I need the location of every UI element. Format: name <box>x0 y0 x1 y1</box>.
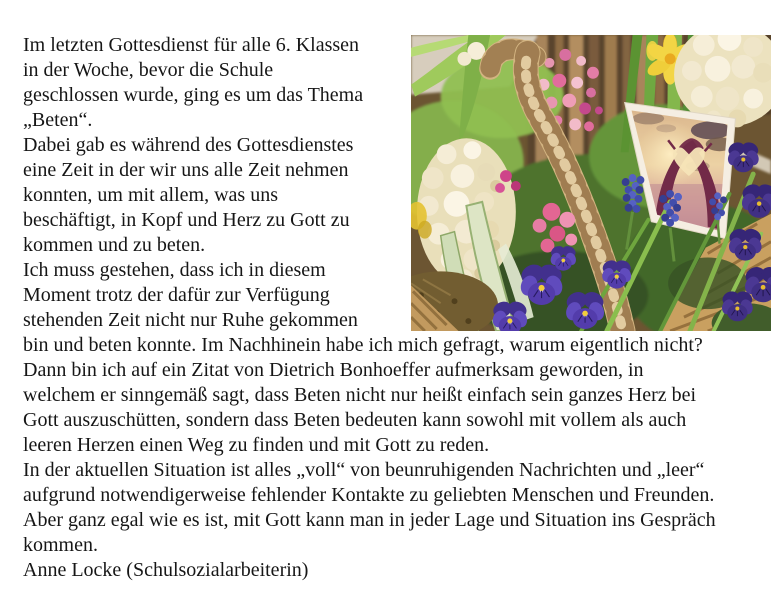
text-line: aufgrund notwendigerweise fehlender Kontakte zu geliebten Menschen und Freunden. <box>23 484 715 506</box>
text-line: Dabei gab es während des Gottesdienstes <box>23 134 354 156</box>
text-line: leeren Herzen einen Weg zu finden und mit Gott zu reden. <box>23 434 490 456</box>
text-line: beschäftigt, in Kopf und Herz zu Gott zu <box>23 209 350 231</box>
text-line: konnten, um mit allem, was uns <box>23 184 278 206</box>
text-line: geschlossen wurde, ging es um das Thema <box>23 84 364 106</box>
warm-tint-overlay <box>411 35 771 331</box>
text-line: kommen. <box>23 534 98 556</box>
spring-flower-basket-photo <box>411 35 771 331</box>
flower-basket-illustration <box>411 35 771 331</box>
text-line: Dann bin ich auf ein Zitat von Dietrich Bonhoeffer aufmerksam geworden, in <box>23 359 644 381</box>
text-line: welchem er sinngemäß sagt, dass Beten nicht nur heißt einfach sein ganzes Herz bei <box>23 384 697 406</box>
text-line: In der aktuellen Situation ist alles „voll“ von beunruhigenden Nachrichten und „leer“ <box>23 459 705 481</box>
signature: Anne Locke (Schulsozialarbeiterin) <box>23 559 309 581</box>
text-line: eine Zeit in der wir uns alle Zeit nehmen <box>23 159 349 181</box>
text-line: Ich muss gestehen, dass ich in diesem <box>23 259 326 281</box>
text-line: Im letzten Gottesdienst für alle 6. Klassen <box>23 34 360 56</box>
text-line: bin und beten konnte. Im Nachhinein habe ich mich gefragt, warum eigentlich nicht? <box>23 334 703 356</box>
text-line: kommen und zu beten. <box>23 234 206 256</box>
text-line: stehenden Zeit nicht nur Ruhe gekommen <box>23 309 358 331</box>
text-line: in der Woche, bevor die Schule <box>23 59 274 81</box>
text-line: Gott auszuschütten, sondern dass Beten bedeuten kann sowohl mit vollem als auch <box>23 409 687 431</box>
text-line: „Beten“. <box>23 109 93 131</box>
paragraph <box>23 458 771 558</box>
text-line: Aber ganz egal wie es ist, mit Gott kann man in jeder Lage und Situation ins Gespräch <box>23 509 716 531</box>
text-line: Moment trotz der dafür zur Verfügung <box>23 284 330 306</box>
